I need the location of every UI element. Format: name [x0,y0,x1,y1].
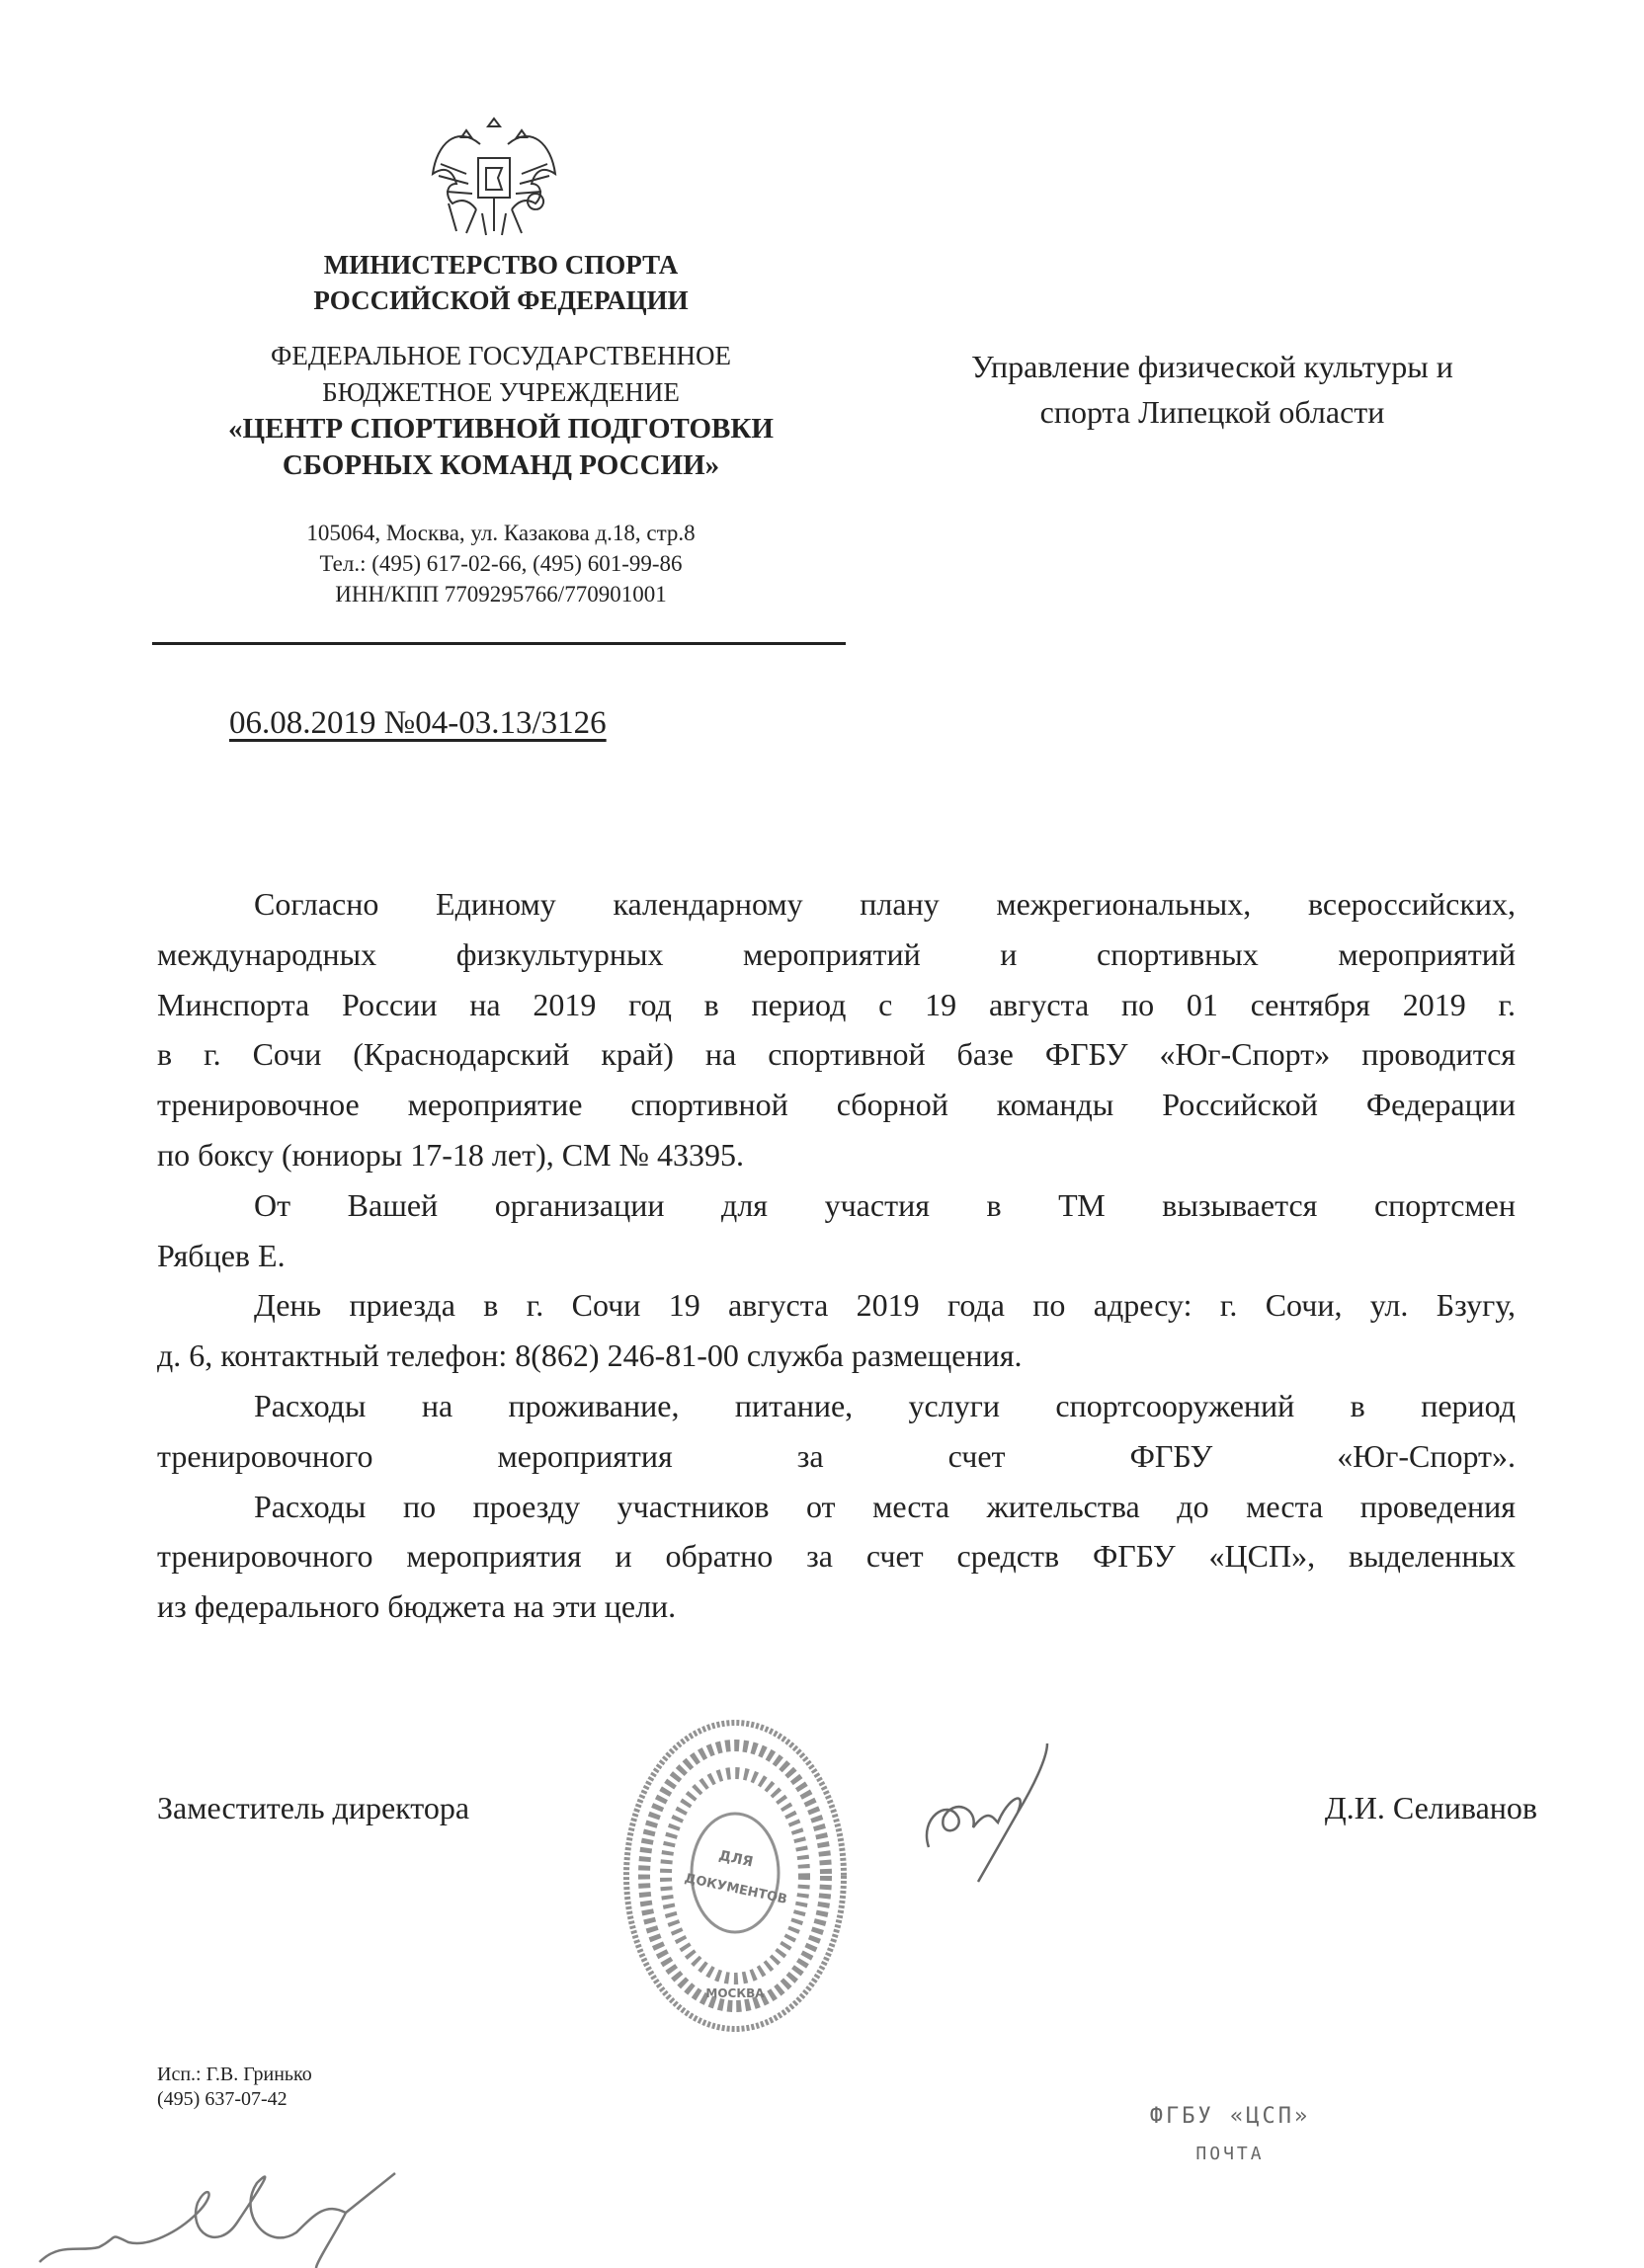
body-line: Расходы по проезду участников от места жительства до места проведения [254,1488,1516,1524]
phone-line: Тел.: (495) 617-02-66, (495) 601-99-86 [319,551,683,576]
ministry-line-2: РОССИЙСКОЙ ФЕДЕРАЦИИ [313,285,689,315]
stamp-text-documents: ДОКУМЕНТОВ [683,1871,789,1907]
body-line: в г. Сочи (Краснодарский край) на спортивной базе ФГБУ «Юг-Спорт» проводится [157,1036,1516,1073]
executor-info [157,2063,312,2112]
org-line-4: СБОРНЫХ КОМАНД РОССИИ» [282,449,720,481]
body-line: из федерального бюджета на эти цели. [157,1588,677,1625]
body-line: От Вашей организации для участия в ТМ вызывается спортсмен [254,1186,1516,1223]
signer-position: Заместитель директора [157,1790,470,1825]
header-divider [152,642,846,645]
executor-phone: (495) 637-07-42 [157,2088,288,2110]
body-line: тренировочное мероприятие спортивной сборной команды Российской Федерации [157,1087,1516,1123]
org-line-3: «ЦЕНТР СПОРТИВНОЙ ПОДГОТОВКИ [228,413,774,445]
recipient-line-1: Управление физической культуры и [971,349,1453,384]
body-line: тренировочного мероприятия и обратно за счет средств ФГБУ «ЦСП», выделенных [157,1538,1516,1575]
executor-name: Исп.: Г.В. Гринько [157,2064,312,2085]
body-line: Минспорта России на 2019 год в период с 19 августа по 01 сентября 2019 г. [157,986,1516,1022]
address-line: 105064, Москва, ул. Казакова д.18, стр.8 [306,521,696,545]
document-reference: 06.08.2019 №04-03.13/3126 [229,705,607,741]
recipient-line-2: спорта Липецкой области [1039,394,1385,430]
director-signature [919,1739,1057,1887]
organization-name [178,338,824,484]
body-line: тренировочного мероприятия за счет ФГБУ «Юг-Спорт». [157,1437,1516,1474]
mail-stamp [1116,2098,1344,2173]
body-line: День приезда в г. Сочи 19 августа 2019 года по адресу: г. Сочи, ул. Бзугу, [254,1287,1516,1324]
mail-stamp-label: ПОЧТА [1195,2144,1265,2164]
handwritten-initials [20,2153,474,2268]
body-line: по боксу (юниоры 17-18 лет), СМ № 43395. [157,1136,745,1173]
body-line: д. 6, контактный телефон: 8(862) 246-81-00 служба размещения. [157,1337,1023,1374]
letter-body [157,879,1516,1632]
inn-line: ИНН/КПП 7709295766/770901001 [335,582,667,607]
ministry-line-1: МИНИСТЕРСТВО СПОРТА [323,250,679,280]
organization-address [178,518,824,609]
stamp-text-dlya: ДЛЯ [717,1847,755,1871]
recipient [889,344,1535,435]
signer-name: Д.И. Селиванов [1324,1790,1537,1825]
org-line-1: ФЕДЕРАЛЬНОЕ ГОСУДАРСТВЕННОЕ [271,341,731,370]
body-line: Расходы на проживание, питание, услуги спортсооружений в период [254,1387,1516,1423]
body-line: международных физкультурных мероприятий и спортивных мероприятий [157,935,1516,972]
ministry-title [247,247,755,318]
coat-of-arms-icon [427,115,561,243]
stamp-text-moscow: МОСКВА [705,1986,765,2000]
body-line: Рябцев Е. [157,1237,286,1273]
mail-stamp-org: ФГБУ «ЦСП» [1149,2104,1311,2129]
body-line: Согласно Единому календарному плану межрегиональных, всероссийских, [254,886,1516,922]
official-seal-stamp [620,1717,850,2035]
org-line-2: БЮДЖЕТНОЕ УЧРЕЖДЕНИЕ [322,377,680,407]
